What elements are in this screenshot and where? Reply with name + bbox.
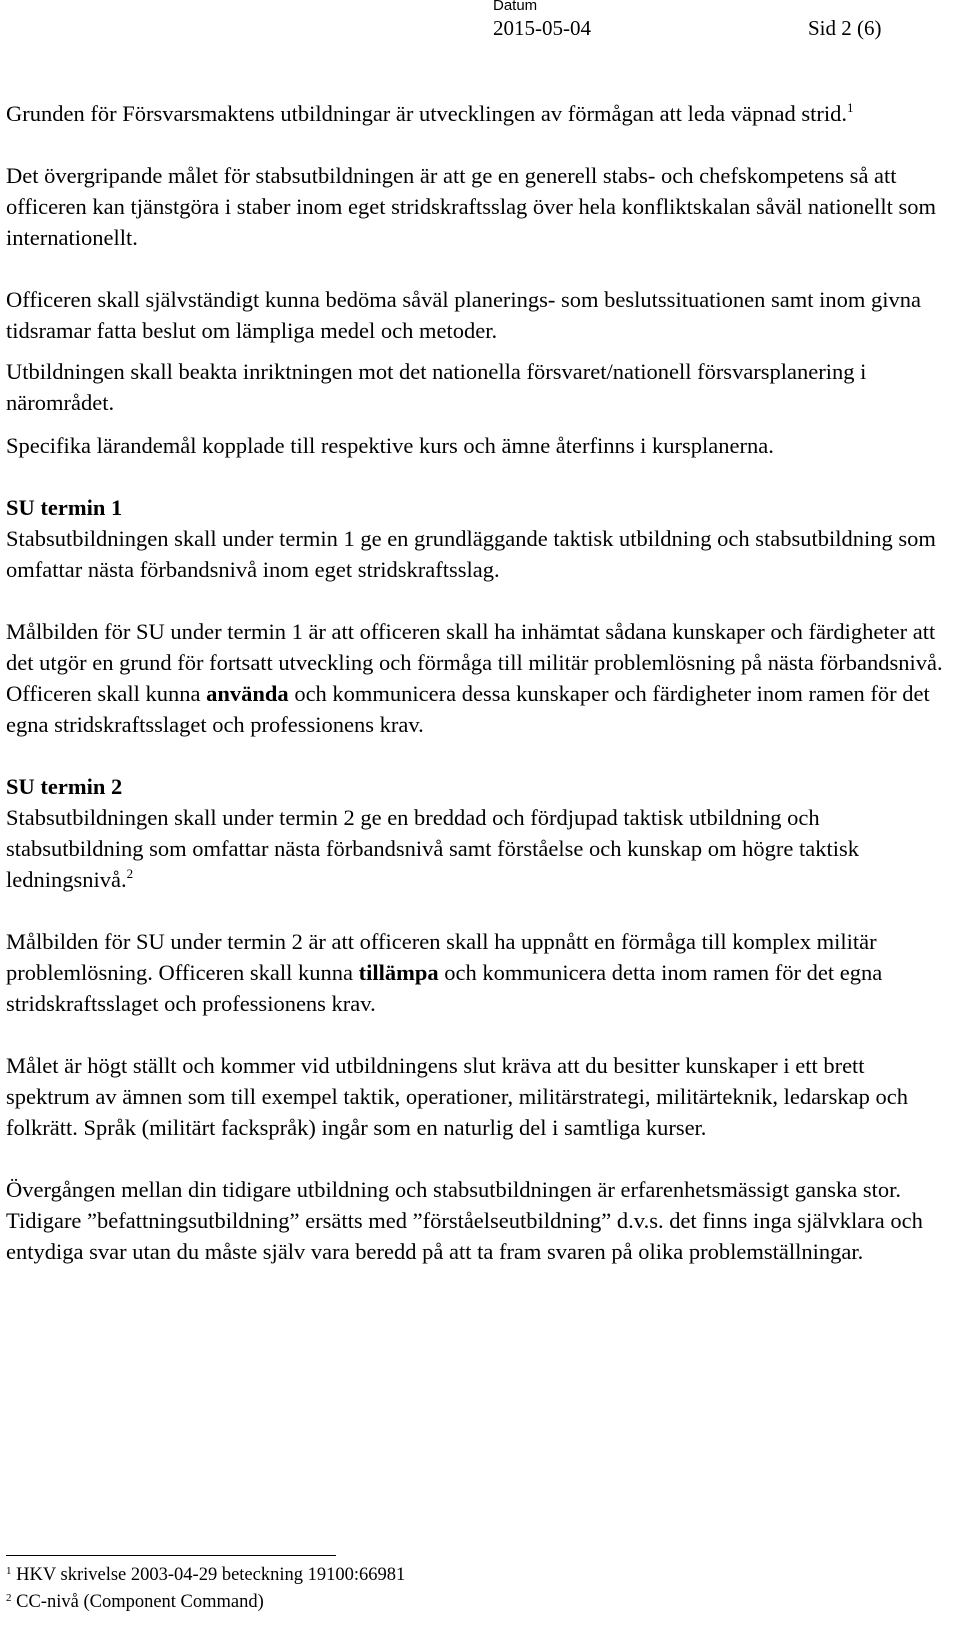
paragraph-term-2-goal: Målbilden för SU under termin 2 är att officeren skall ha uppnått en förmåga till komplex militär problemlösning. Officeren skall kunna tillämpa och kommunicera detta inom ramen för det egna stridskraftsslaget och professionens krav. bbox=[6, 929, 883, 1016]
emphasis-tillampa: tillämpa bbox=[358, 960, 439, 985]
section-term-1 bbox=[6, 492, 946, 585]
footnote-ref-2[interactable]: 2 bbox=[126, 866, 134, 881]
paragraph-goal: Det övergripande målet för stabsutbildningen är att ge en generell stabs- och chefskompetens så att officeren kan tjänstgöra i staber inom eget stridskraftsslag över hela konfliktskalan såväl nationellt som internationellt. bbox=[6, 163, 936, 250]
section-term-2 bbox=[6, 771, 946, 895]
footnote-divider bbox=[6, 1555, 336, 1556]
footnotes bbox=[6, 1562, 405, 1616]
paragraph-transition: Övergången mellan din tidigare utbildning och stabsutbildningen är erfarenhetsmässigt ganska stor. Tidigare ”befattningsutbildning” ersätts med ”förståelseutbildning” d.v.s. det finns inga självklara och entydiga svar utan du måste själv vara beredd på att ta fram svaren på olika problemställningar. bbox=[6, 1177, 923, 1264]
header-date: 2015-05-04 bbox=[493, 16, 591, 40]
footnote-2: $^2$ CC-nivå (Component Command) bbox=[6, 1592, 264, 1612]
heading-term-1: SU termin 1 bbox=[6, 495, 123, 520]
paragraph-high-goal: Målet är högt ställt och kommer vid utbildningens slut kräva att du besitter kunskaper i ett brett spektrum av ämnen som till exempel taktik, operationer, militärstrategi, militärteknik, ledarskap och folkrätt. Språk (militärt fackspråk) ingår som en naturlig del i samtliga kurser. bbox=[6, 1053, 908, 1140]
header-date-label: Datum bbox=[493, 0, 538, 14]
paragraph-officer: Officeren skall självständigt kunna bedöma såväl planerings- som beslutssituationen samt inom givna tidsramar fatta beslut om lämpliga medel och metoder. bbox=[6, 287, 922, 343]
term-2-text: Stabsutbildningen skall under termin 2 ge en breddad och fördjupad taktisk utbildning och stabsutbildning som omfattar nästa förbandsnivå samt förståelse och kunskap om högre taktisk ledningsnivå. bbox=[6, 805, 859, 892]
paragraph-term-1-goal: Målbilden för SU under termin 1 är att officeren skall ha inhämtat sådana kunskaper och färdigheter att det utgör en grund för fortsatt utveckling och förmåga till militär problemlösning på nästa förbandsnivå. Officeren skall kunna använda och kommunicera dessa kunskaper och färdigheter inom ramen för det egna stridskraftsslaget och professionens krav. bbox=[6, 619, 943, 737]
paragraph-learning-goals: Specifika lärandemål kopplade till respektive kurs och ämne återfinns i kursplanerna. bbox=[6, 433, 774, 458]
paragraph-intro: Grunden för Försvarsmaktens utbildningar är utvecklingen av förmågan att leda väpnad strid.$^1$ bbox=[6, 100, 854, 126]
page-number: Sid 2 (6) bbox=[808, 16, 882, 40]
emphasis-anvanda: använda bbox=[206, 681, 289, 706]
paragraph-training-focus: Utbildningen skall beakta inriktningen mot det nationella försvaret/nationell försvarsplanering i närområdet. bbox=[6, 359, 867, 415]
term-1-text: Stabsutbildningen skall under termin 1 ge en grundläggande taktisk utbildning och stabsutbildning som omfattar nästa förbandsnivå inom eget stridskraftsslag. bbox=[6, 526, 936, 582]
document-body bbox=[6, 98, 946, 1298]
footnote-ref-1[interactable]: 1 bbox=[847, 100, 854, 115]
heading-term-2: SU termin 2 bbox=[6, 774, 123, 799]
footnote-1: $^1$ HKV skrivelse 2003-04-29 beteckning 19100:66981 bbox=[6, 1565, 406, 1585]
